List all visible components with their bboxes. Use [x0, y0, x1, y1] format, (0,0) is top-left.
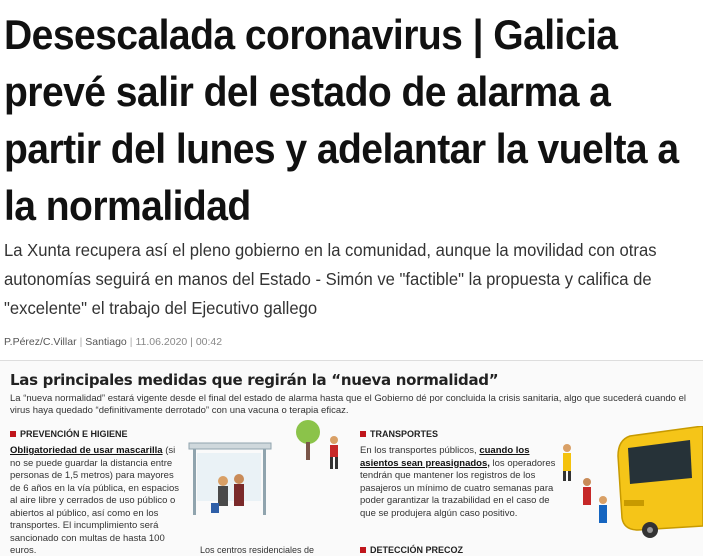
prevencion-bold-lead: Obligatoriedad de usar mascarilla	[10, 445, 163, 456]
transportes-text	[360, 445, 560, 520]
passengers-illustration	[555, 438, 615, 533]
byline-location: Santiago	[85, 336, 127, 348]
byline-authors[interactable]: P.Pérez/C.Villar	[4, 336, 77, 348]
byline-separator: |	[129, 336, 133, 348]
article-headline: Desescalada coronavirus | Galicia prevé salir del estado de alarma a partir del lunes y adelantar la vuelta a la normalidad	[4, 11, 679, 229]
bus-stop-illustration	[185, 433, 285, 518]
bus-illustration	[610, 426, 703, 538]
section-heading-deteccion: DETECCIÓN PRECOZ	[360, 545, 463, 555]
transportes-text-start: En los transportes públicos,	[360, 445, 477, 456]
tree-runner-illustration	[290, 418, 350, 478]
article-subtitle: La Xunta recupera así el pleno gobierno en la comunidad, aunque la movilidad con otras autonomías seguirá en manos del Estado - Simón ve "factible" la propuesta y califica de "excelente" el trabajo del Ejecutivo gallego	[4, 240, 657, 318]
residencias-text: Los centros residenciales de	[200, 545, 315, 555]
byline-separator: |	[79, 336, 83, 348]
infographic-title: Las principales medidas que regirán la “nueva normalidad”	[10, 371, 499, 389]
transportes-text-end: los operadores tendrán que mantener los registros de los pasajeros un mínimo de cuatro semanas para poder garantizar la trazabilidad en el caso de que se produjera algún caso positivo.	[360, 457, 556, 519]
transportes-bold-lead: cuando los asientos sean preasignados,	[360, 445, 530, 469]
prevencion-text	[10, 445, 180, 556]
byline	[4, 336, 222, 348]
byline-datetime: 11.06.2020 | 00:42	[135, 336, 223, 348]
infographic-intro: La “nueva normalidad” estará vigente desde el final del estado de alarma hasta que el Gobierno dé por concluida la crisis sanitaria, algo que sucederá cuando el virus haya quedado “definitivamente derrotado” con una vacuna o terapia eficaz.	[10, 393, 686, 416]
prevencion-body: (si no se puede guardar la distancia entre personas de 1,5 metros) para mayores de 6 años en la vía pública, en espacios al aire libre y cerrados de uso público o abiertos al público, así como en los transportes. El incumplimiento será sancionado con multas de hasta 100 euros.	[10, 445, 180, 556]
section-heading-prevencion: PREVENCIÓN E HIGIENE	[10, 429, 128, 439]
section-heading-transportes: TRANSPORTES	[360, 429, 438, 439]
